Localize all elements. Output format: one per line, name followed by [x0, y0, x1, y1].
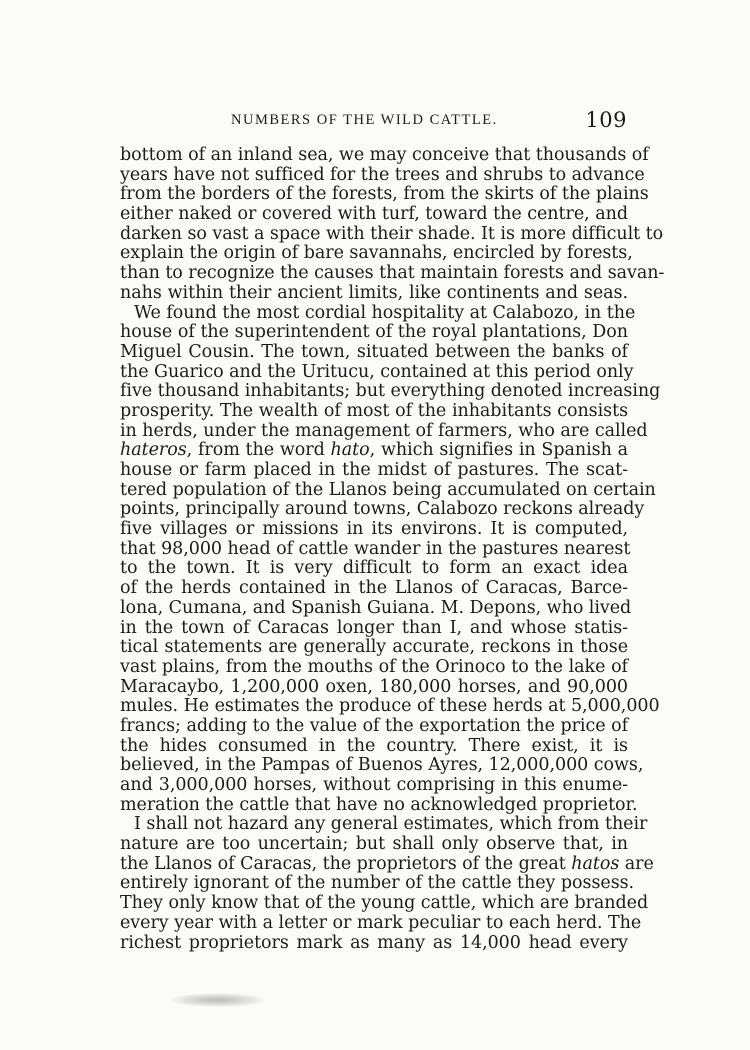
- text-line: house of the superintendent of the royal plantations, Don: [120, 322, 628, 343]
- text-line: five villages or missions in its environs. It is computed,: [120, 519, 628, 540]
- text-line: tered population of the Llanos being accumulated on certain: [120, 479, 656, 500]
- text-line: bottom of an inland sea, we may conceive that thousands of: [120, 145, 649, 165]
- text-line: darken so vast a space with their shade. It is more difficult to: [120, 223, 664, 244]
- text-line: I shall not hazard any general estimates, which from their: [134, 814, 648, 835]
- text-line: francs; adding to the value of the exportation the price of: [120, 715, 628, 736]
- page-number: 109: [585, 108, 627, 132]
- text-line: nature are too uncertain; but shall only observe that, in: [120, 834, 628, 855]
- text-line: nahs within their ancient limits, like continents and seas.: [120, 282, 628, 303]
- text-line: in the town of Caracas longer than I, and whose statis-: [120, 617, 628, 638]
- text-line: that 98,000 head of cattle wander in the pastures nearest: [120, 538, 631, 559]
- text-line: the Llanos of Caracas, the proprietors of the great hatos are: [120, 853, 654, 874]
- text-line: tical statements are generally accurate, reckons in those: [120, 637, 628, 658]
- text-line: believed, in the Pampas of Buenos Ayres, 12,000,000 cows,: [120, 755, 644, 776]
- text-line: points, principally around towns, Calabozo reckons already: [120, 499, 645, 520]
- text-line: than to recognize the causes that maintain forests and savan-: [120, 263, 665, 284]
- text-line: in herds, under the management of farmers, who are called: [120, 420, 648, 441]
- text-line: hateros, from the word hato, which signifies in Spanish a: [120, 440, 628, 461]
- text-line: lona, Cumana, and Spanish Guiana. M. Depons, who lived: [120, 597, 632, 618]
- text-line: explain the origin of bare savannahs, encircled by forests,: [120, 243, 633, 264]
- text-line: richest proprietors mark as many as 14,000 head every: [120, 932, 628, 953]
- text-line: We found the most cordial hospitality at Calabozo, in the: [134, 302, 636, 323]
- text-line: house or farm placed in the midst of pastures. The scat-: [120, 460, 628, 480]
- text-line: They only know that of the young cattle, which are branded: [120, 893, 649, 914]
- text-line: five thousand inhabitants; but everything denoted increasing: [120, 381, 661, 402]
- text-line: prosperity. The wealth of most of the inhabitants consists: [120, 400, 628, 421]
- running-title: NUMBERS OF THE WILD CATTLE.: [231, 112, 498, 128]
- text-line: and 3,000,000 horses, without comprising in this enume-: [120, 775, 628, 795]
- text-line: Miguel Cousin. The town, situated between the banks of: [120, 341, 628, 362]
- page-smudge: [170, 993, 265, 1007]
- text-line: the hides consumed in the country. There exist, it is: [120, 735, 628, 756]
- text-line: the Guarico and the Uritucu, contained at this period only: [120, 361, 634, 382]
- text-line: vast plains, from the mouths of the Orinoco to the lake of: [120, 656, 628, 677]
- text-line: meration the cattle that have no acknowledged proprietor.: [120, 794, 638, 815]
- text-line: Maracaybo, 1,200,000 oxen, 180,000 horses, and 90,000: [120, 676, 628, 697]
- text-line: to the town. It is very difficult to form an exact idea: [120, 558, 628, 579]
- text-line: either naked or covered with turf, toward the centre, and: [120, 204, 628, 225]
- text-line: years have not sufficed for the trees and shrubs to advance: [120, 164, 645, 185]
- text-line: every year with a letter or mark peculiar to each herd. The: [120, 912, 642, 933]
- body-text: [120, 145, 665, 953]
- running-head: [123, 108, 627, 134]
- text-line: entirely ignorant of the number of the cattle they possess.: [120, 873, 635, 894]
- text-line: of the herds contained in the Llanos of Caracas, Barce-: [120, 578, 628, 599]
- text-line: from the borders of the forests, from the skirts of the plains: [120, 184, 649, 205]
- text-line: mules. He estimates the produce of these herds at 5,000,000: [120, 696, 660, 717]
